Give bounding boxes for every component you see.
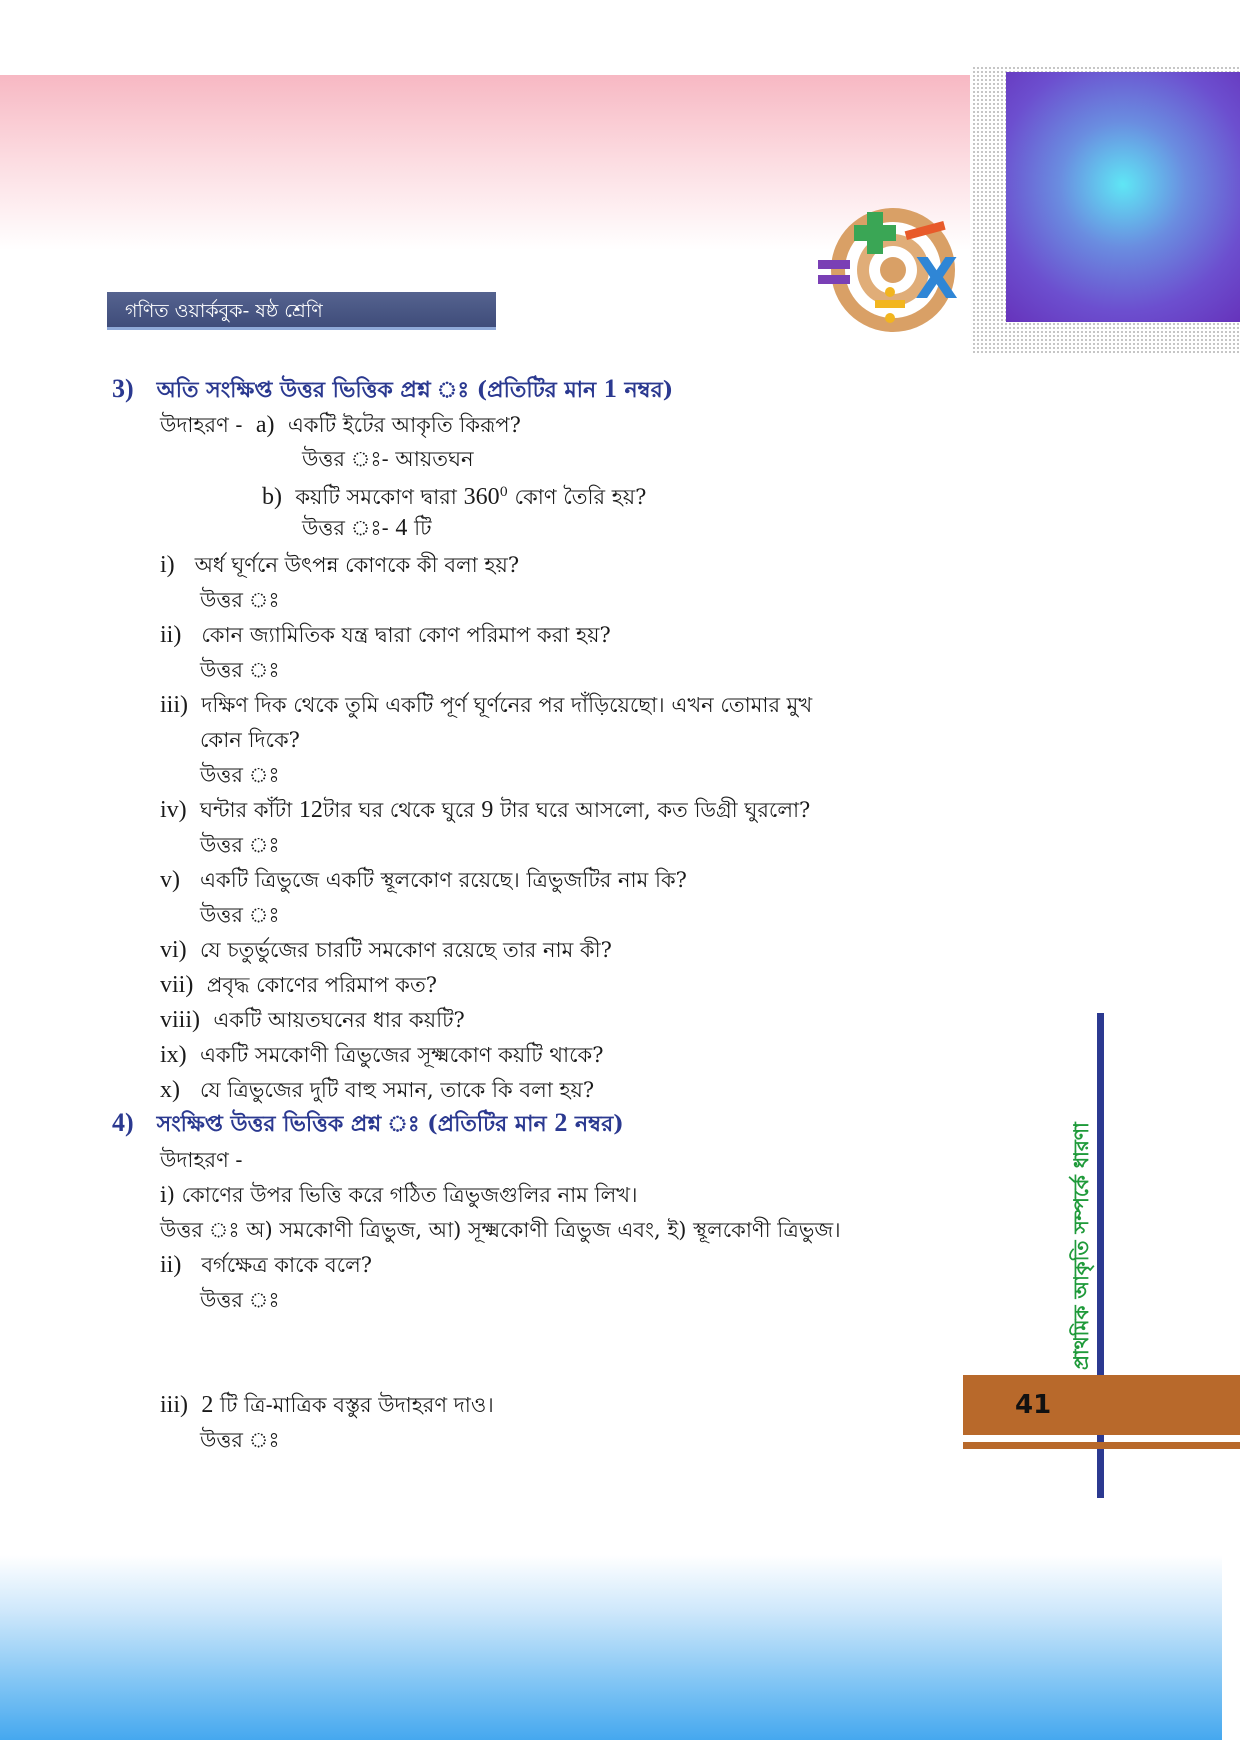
q3-item-9-text: একটি সমকোণী ত্রিভুজের সূক্ষ্মকোণ কয়টি থাকে? [200, 1043, 604, 1067]
q3-item-1-answer: উত্তর ঃ [200, 588, 280, 612]
section-3-number: 3) [112, 374, 134, 403]
q3-item-3 [160, 690, 812, 720]
q4-item-1-answer: উত্তর ঃ অ) সমকোণী ত্রিভুজ, আ) সূক্ষ্মকোণী ত্রিভুজ এবং, ই) স্থূলকোণী ত্রিভুজ। [160, 1218, 841, 1242]
section-4-title-end: নম্বর) [575, 1111, 624, 1137]
q3-item-9 [160, 1040, 603, 1070]
chapter-side-title: প্রাথমিক আকৃতি সম্পর্কে ধারণা [1069, 1122, 1093, 1370]
q3-item-5 [160, 865, 687, 895]
q3-item-5-text: একটি ত্রিভুজে একটি স্থূলকোণ রয়েছে। ত্রিভুজটির নাম কি? [200, 868, 687, 892]
q3-item-4-answer: উত্তর ঃ [200, 833, 280, 857]
page-number: 41 [1015, 1390, 1052, 1420]
example-b-question-end: কোণ তৈরি হয়? [514, 485, 647, 509]
q3-item-4 [160, 795, 810, 825]
q3-item-5-answer: উত্তর ঃ [200, 903, 280, 927]
q3-item-4-text-a: ঘন্টার কাঁটা [200, 798, 293, 822]
q3-item-4-text-b: টার ঘর থেকে ঘুরে [322, 798, 475, 822]
q3-item-10-text: যে ত্রিভুজের দুটি বাহু সমান, তাকে কি বলা হয়? [200, 1078, 595, 1102]
example-b-answer-label: উত্তর ঃ- [302, 516, 389, 540]
bottom-gradient-band [0, 1555, 1222, 1740]
math-symbols-icon [815, 200, 970, 335]
example-b-answer [302, 513, 432, 543]
example-a-line [160, 410, 521, 440]
q4-item-3-text: টি ত্রি-মাত্রিক বস্তুর উদাহরণ দাও। [220, 1393, 494, 1417]
q3-item-5-marker: v) [160, 867, 180, 893]
section-3-mark: 1 [603, 374, 617, 403]
q3-item-7-text: প্রবৃদ্ধ কোণের পরিমাপ কত? [206, 973, 437, 997]
q3-item-4-text-c: টার ঘরে আসলো, কত ডিগ্রী ঘুরলো? [500, 798, 811, 822]
q3-item-3-text-cont: কোন দিকে? [200, 728, 300, 752]
q3-item-7-marker: vii) [160, 972, 194, 998]
q3-item-6 [160, 935, 612, 965]
example-b-question-start: কয়টি সমকোণ দ্বারা [295, 485, 457, 509]
example-b-degree-sup: 0 [499, 485, 508, 500]
q3-item-2-marker: ii) [160, 622, 182, 648]
example-a-marker: a) [255, 412, 275, 438]
q3-item-4-num1: 12 [298, 797, 323, 823]
section-4-title [112, 1108, 624, 1139]
section-4-mark: 2 [554, 1108, 568, 1137]
decorative-purple-square [1006, 72, 1240, 322]
section-3-title-text: অতি সংক্ষিপ্ত উত্তর ভিত্তিক প্রশ্ন ঃ (প্রতিটির মান [156, 377, 597, 403]
q3-item-3-marker: iii) [160, 692, 188, 718]
q4-item-2-answer: উত্তর ঃ [200, 1288, 280, 1312]
q4-item-3-marker: iii) [160, 1392, 188, 1418]
example-b-answer-unit: টি [414, 516, 432, 540]
q3-item-3-text: দক্ষিণ দিক থেকে তুমি একটি পূর্ণ ঘূর্ণনের পর দাঁড়িয়েছো। এখন তোমার মুখ [201, 693, 813, 717]
q3-item-10-marker: x) [160, 1077, 180, 1103]
q3-item-2-text: কোন জ্যামিতিক যন্ত্র দ্বারা কোণ পরিমাপ করা হয়? [201, 623, 611, 647]
q4-item-2 [160, 1250, 372, 1280]
page-number-box [963, 1375, 1240, 1435]
q4-item-3 [160, 1390, 494, 1420]
q3-item-1-marker: i) [160, 552, 175, 578]
q3-item-8-text: একটি আয়তঘনের ধার কয়টি? [213, 1008, 465, 1032]
q3-item-1-text: অর্ধ ঘূর্ণনে উৎপন্ন কোণকে কী বলা হয়? [194, 553, 520, 577]
example-b-angle: 360 [463, 484, 500, 510]
q4-item-2-marker: ii) [160, 1252, 182, 1278]
q3-item-6-text: যে চতুর্ভুজের চারটি সমকোণ রয়েছে তার নাম কী? [200, 938, 612, 962]
q3-item-8-marker: viii) [160, 1007, 200, 1033]
example-a-question: একটি ইটের আকৃতি কিরূপ? [287, 413, 521, 437]
q3-item-2-answer: উত্তর ঃ [200, 658, 280, 682]
q4-example-label: উদাহরণ - [160, 1148, 243, 1172]
example-a-answer: উত্তর ঃ- আয়তঘন [302, 447, 474, 471]
page-number-underline [963, 1442, 1240, 1449]
svg-text:X: X [915, 247, 959, 312]
q3-item-2 [160, 620, 611, 650]
q3-item-7 [160, 970, 437, 1000]
section-4-title-text: সংক্ষিপ্ত উত্তর ভিত্তিক প্রশ্ন ঃ (প্রতিটির মান [156, 1111, 547, 1137]
q4-item-3-answer: উত্তর ঃ [200, 1428, 280, 1452]
section-3-title [112, 374, 673, 405]
q3-item-4-num2: 9 [481, 797, 494, 823]
section-3-title-end: নম্বর) [624, 377, 674, 403]
header-title: গণিত ওয়ার্কবুক- ষষ্ঠ শ্রেণি [125, 300, 323, 322]
example-b-marker: b) [262, 484, 282, 510]
example-b-line [262, 478, 646, 512]
q3-item-9-marker: ix) [160, 1042, 187, 1068]
q4-item-3-num: 2 [201, 1392, 214, 1418]
page-header-bar [107, 292, 496, 330]
example-label: উদাহরণ - [160, 413, 243, 437]
q3-item-3-answer: উত্তর ঃ [200, 763, 280, 787]
q3-item-8 [160, 1005, 465, 1035]
q3-item-6-marker: vi) [160, 937, 187, 963]
example-b-answer-num: 4 [395, 515, 408, 541]
q4-item-1: i) কোণের উপর ভিত্তি করে গঠিত ত্রিভুজগুলির নাম লিখ। [160, 1183, 638, 1207]
q3-item-10 [160, 1075, 594, 1105]
q3-item-4-marker: iv) [160, 797, 187, 823]
q4-item-2-text: বর্গক্ষেত্র কাকে বলে? [201, 1253, 372, 1277]
section-4-number: 4) [112, 1108, 134, 1137]
q3-item-1 [160, 550, 519, 580]
